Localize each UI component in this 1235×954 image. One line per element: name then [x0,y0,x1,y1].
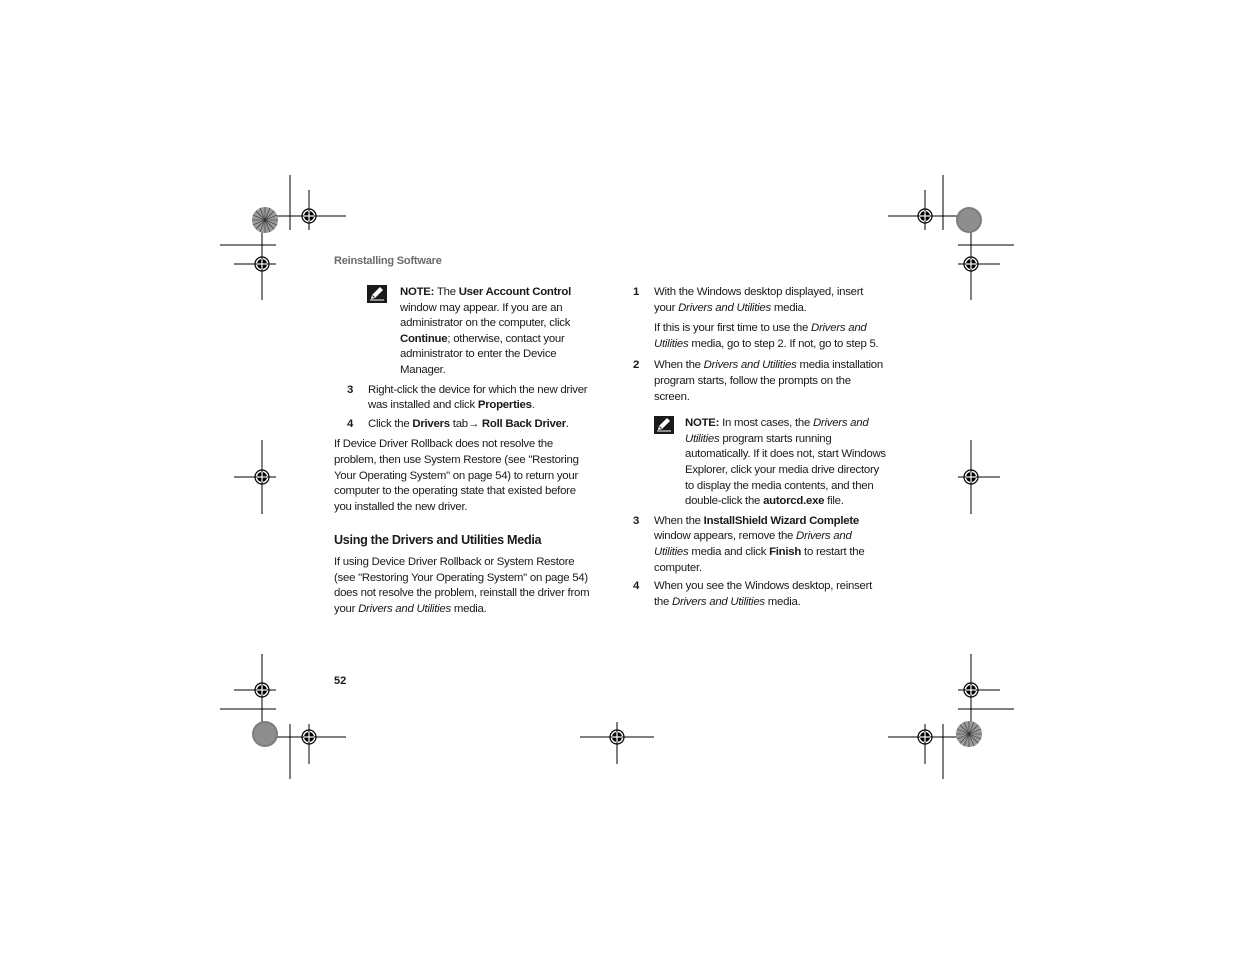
ui-term-finish: Finish [769,545,802,558]
pencil-note-icon [367,285,387,303]
step-text-part: media, go to step 2. If not, go to step 5. [688,337,879,350]
note-text [400,285,596,379]
step-4-left [334,417,596,433]
step-text-part: Right-click the device for which the new driver was installed and click [368,383,588,412]
step-2-right [632,358,886,405]
step-text [368,383,596,414]
step-text-part: If this is your first time to use the [654,322,811,335]
step-text-part: media installation program starts, follow the prompts on the screen. [654,359,883,403]
step-number: 3 [633,514,640,527]
starburst-mark-icon [252,721,278,747]
starburst-mark-icon [956,721,982,747]
step-3-left [334,383,596,414]
step-text-part: When the [654,514,704,527]
starburst-mark-icon [252,207,278,233]
note-text-part: The [434,286,459,298]
note-user-account-control [367,285,596,379]
media-name: Drivers and Utilities [654,530,852,558]
note-autorun [654,416,886,510]
media-name: Drivers and Utilities [358,602,451,615]
step-text-part: tab [449,417,468,430]
media-name: Drivers and Utilities [672,595,765,608]
media-name: Drivers and Utilities [678,301,771,314]
step-number: 2 [633,359,640,372]
step-text-part: With the Windows desktop displayed, insert your [654,286,864,314]
note-label: NOTE: [400,286,435,298]
step-subtext [654,321,886,352]
media-name: Drivers and Utilities [685,417,869,445]
step-text-part: to restart the computer. [654,545,865,574]
media-name: Drivers and Utilities [703,359,797,372]
note-text-part: In most cases, the [719,417,813,430]
ui-term-installshield-wizard-complete: InstallShield Wizard Complete [703,514,859,527]
step-text [368,417,596,433]
note-text-part: program starts running automatically. If it does not, start Windows Explorer, click your media drive directory to display the media contents, and then double-click the [685,432,886,508]
section-title: Using the Drivers and Utilities Media [334,533,542,548]
starburst-mark-icon [956,207,982,233]
step-text [654,514,886,576]
step-text [654,285,886,316]
media-name: Drivers and Utilities [654,322,867,350]
step-text-part: window appears, remove the [654,530,797,543]
step-text-part: media. [764,595,801,608]
step-text-part: . [565,417,569,430]
step-text-part: media. [770,301,807,314]
step-text-part: Click the [368,417,413,430]
page-number: 52 [334,675,347,687]
step-1-right [632,285,886,352]
step-text [654,358,886,405]
reinstall-paragraph [334,555,596,617]
step-text [654,579,886,610]
right-column [632,285,886,610]
ui-term-properties: Properties [477,399,532,412]
step-number: 3 [347,383,354,396]
step-number: 1 [633,286,640,298]
step-text-part: When you see the Windows desktop, reinsert the [654,580,873,608]
ui-term-user-account-control: User Account Control [458,286,571,298]
paragraph-text-part: media. [450,602,487,615]
ui-term-drivers: Drivers [412,417,450,430]
arrow-icon: → [467,417,479,430]
note-text-part: ; otherwise, contact your administrator to enter the Device Manager. [400,332,565,376]
step-text-part: When the [654,359,704,372]
step-3-right [632,514,886,576]
ui-term-roll-back-driver: Roll Back Driver [479,417,566,430]
paragraph-text-part: If using Device Driver Rollback or System Restore (see "Restoring Your Operating System" on page 54) does not resolve the problem, reinstall the driver from your [334,555,590,615]
running-header: Reinstalling Software [334,255,442,267]
step-text-part: media and click [688,545,770,558]
step-text-part: . [531,399,535,412]
step-number: 4 [633,580,640,593]
note-text-part: file. [824,495,844,508]
step-number: 4 [347,417,354,430]
note-text-part: window may appear. If you are an administrator on the computer, click [400,301,571,330]
rollback-paragraph: If Device Driver Rollback does not resolve the problem, then use System Restore (see "Restoring Your Operating System" on page 54) to return your computer to the operating state that existed before you installed the new driver. [334,438,579,513]
note-label: NOTE: [685,417,720,430]
file-name-autorcd: autorcd.exe [763,495,825,508]
left-column [334,285,596,617]
note-text [685,416,886,510]
ui-term-continue: Continue [400,332,448,345]
step-4-right [632,579,886,610]
pencil-note-icon [654,416,674,434]
